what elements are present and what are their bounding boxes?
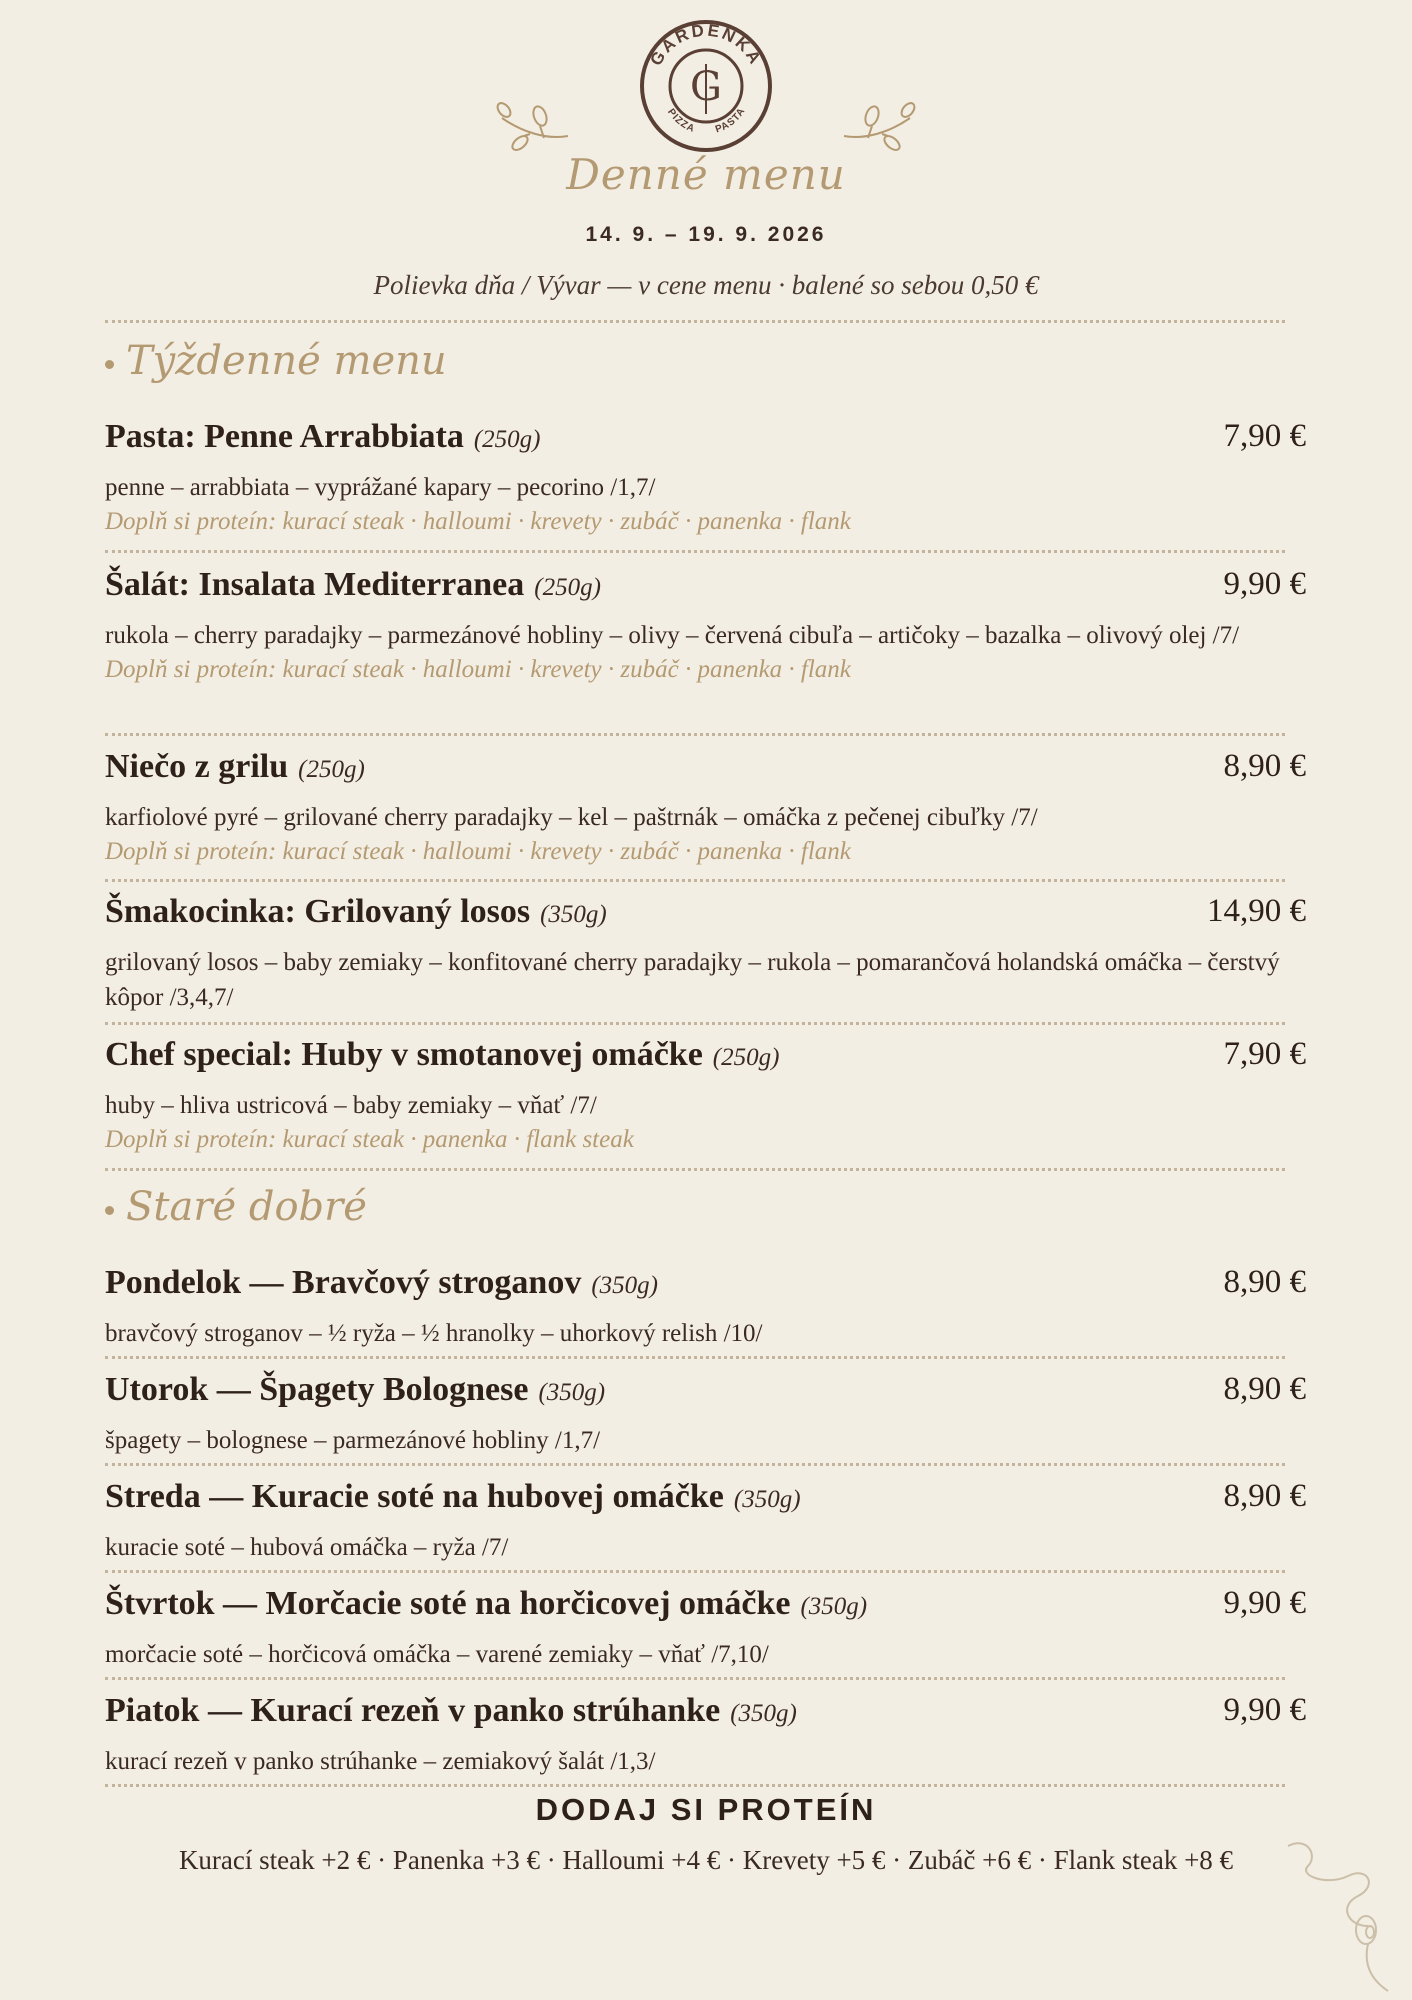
logo-sub-left: PIZZA — [665, 106, 697, 136]
menu-item — [105, 748, 1305, 869]
item-description: bravčový stroganov – ½ ryža – ½ hranolky – uhorkový relish /10/ — [105, 1320, 763, 1347]
date-range: 14. 9. – 19. 9. 2026 — [585, 223, 827, 246]
item-weight: (350g) — [538, 1379, 606, 1406]
section-title-classic — [105, 1184, 367, 1230]
divider — [105, 1356, 1285, 1359]
divider — [105, 733, 1285, 736]
divider — [105, 879, 1285, 882]
item-weight: (350g) — [730, 1700, 797, 1727]
protein-addon-title: DODAJ SI PROTEÍN — [535, 1792, 877, 1827]
item-price: 7,90 € — [1223, 1036, 1306, 1072]
item-name: Pasta: Penne Arrabbiata — [105, 418, 464, 455]
item-description: morčacie soté – horčicová omáčka – varené zemiaky – vňať /7,10/ — [105, 1641, 769, 1668]
bullet-dot-icon — [105, 1206, 114, 1215]
item-description: rukola – cherry paradajky – parmezánové hobliny – olivy – červená cibuľa – artičoky – bazalka – olivový olej /7/ — [105, 622, 1240, 649]
menu-item — [105, 1692, 1305, 1779]
item-name: Šalát: Insalata Mediterranea — [105, 566, 525, 603]
item-weight: (350g) — [733, 1486, 801, 1513]
divider — [105, 1677, 1285, 1680]
item-price: 9,90 € — [1223, 1585, 1306, 1621]
section-title-text: Staré dobré — [126, 1184, 367, 1230]
item-protein-note: Doplň si proteín: kurací steak · panenka · flank steak — [105, 1126, 634, 1153]
item-price: 9,90 € — [1223, 1692, 1306, 1728]
protein-addon-prices: Kurací steak +2 € · Panenka +3 € · Halloumi +4 € · Krevety +5 € · Zubáč +6 € · Flank steak +8 € — [178, 1845, 1234, 1875]
divider — [105, 1570, 1285, 1573]
item-price: 8,90 € — [1223, 1478, 1306, 1514]
item-name: Streda — Kuracie soté na hubovej omáčke — [105, 1478, 724, 1515]
item-protein-note: Doplň si proteín: kurací steak · halloumi · krevety · zubáč · panenka · flank — [105, 656, 851, 683]
item-price: 8,90 € — [1223, 748, 1306, 784]
sprig-left-icon — [492, 88, 572, 158]
item-price: 8,90 € — [1223, 1371, 1306, 1407]
svg-text:GARDENKA — [646, 21, 765, 69]
item-name: Štvrtok — Morčacie soté na horčicovej omáčke — [105, 1585, 791, 1622]
page-title: Denné menu — [566, 150, 846, 199]
menu-item — [105, 1585, 1305, 1672]
menu-item — [105, 1264, 1305, 1351]
divider — [105, 1022, 1285, 1025]
item-weight: (350g) — [540, 901, 607, 928]
item-name: Utorok — Špagety Bolognese — [105, 1371, 529, 1408]
item-weight: (250g) — [298, 756, 365, 783]
swirl-ornament-icon — [1278, 1826, 1398, 1996]
item-description: kuracie soté – hubová omáčka – ryža /7/ — [105, 1534, 509, 1561]
menu-item — [105, 893, 1305, 1015]
item-description: špagety – bolognese – parmezánové hobliny /1,7/ — [105, 1427, 601, 1454]
item-description: penne – arrabbiata – vyprážané kapary – pecorino /1,7/ — [105, 474, 656, 501]
divider — [105, 1784, 1285, 1787]
gardenka-logo-icon — [638, 18, 774, 154]
divider — [105, 1463, 1285, 1466]
item-weight: (250g) — [473, 426, 541, 453]
item-description: kurací rezeň v panko strúhanke – zemiakový šalát /1,3/ — [105, 1748, 656, 1775]
item-name: Pondelok — Bravčový stroganov — [105, 1264, 582, 1301]
divider — [105, 1168, 1285, 1171]
menu-item — [105, 1371, 1305, 1458]
item-protein-note: Doplň si proteín: kurací steak · halloumi · krevety · zubáč · panenka · flank — [105, 838, 851, 865]
section-title-text: Týždenné menu — [126, 338, 447, 384]
menu-item — [105, 1036, 1305, 1157]
item-description: grilovaný losos – baby zemiaky – konfitované cherry paradajky – rukola – pomarančová holandská omáčka – čerstvý kôpor /3,4,7/ — [105, 949, 1280, 1011]
item-weight: (250g) — [534, 574, 601, 601]
item-protein-note: Doplň si proteín: kurací steak · halloumi · krevety · zubáč · panenka · flank — [105, 508, 851, 535]
item-description: huby – hliva ustricová – baby zemiaky – vňať /7/ — [105, 1092, 597, 1119]
item-price: 9,90 € — [1223, 566, 1306, 602]
item-description: karfiolové pyré – grilované cherry paradajky – kel – paštrnák – omáčka z pečenej cibuľky /7/ — [105, 804, 1038, 831]
divider — [105, 550, 1285, 553]
bullet-dot-icon — [105, 360, 114, 369]
item-name: Niečo z grilu — [105, 748, 289, 785]
item-price: 7,90 € — [1223, 418, 1306, 454]
logo-sub-right: PASTA — [713, 105, 748, 136]
menu-item — [105, 1478, 1305, 1565]
menu-item — [105, 418, 1305, 539]
item-name: Chef special: Huby v smotanovej omáčke — [105, 1036, 703, 1073]
item-weight: (250g) — [712, 1044, 780, 1071]
menu-item — [105, 566, 1305, 687]
divider — [105, 320, 1285, 323]
item-weight: (350g) — [800, 1593, 868, 1620]
item-price: 14,90 € — [1207, 893, 1306, 929]
sprig-right-icon — [840, 88, 920, 158]
item-name: Šmakocinka: Grilovaný losos — [105, 893, 531, 930]
logo-monogram: G — [690, 64, 722, 110]
section-title-weekly — [105, 338, 447, 384]
logo-brand-text: GARDENKA — [646, 20, 766, 69]
item-price: 8,90 € — [1223, 1264, 1306, 1300]
soup-line: Polievka dňa / Vývar — v cene menu · balené so sebou 0,50 € — [373, 270, 1039, 300]
item-name: Piatok — Kurací rezeň v panko strúhanke — [105, 1692, 721, 1729]
item-weight: (350g) — [591, 1272, 658, 1299]
